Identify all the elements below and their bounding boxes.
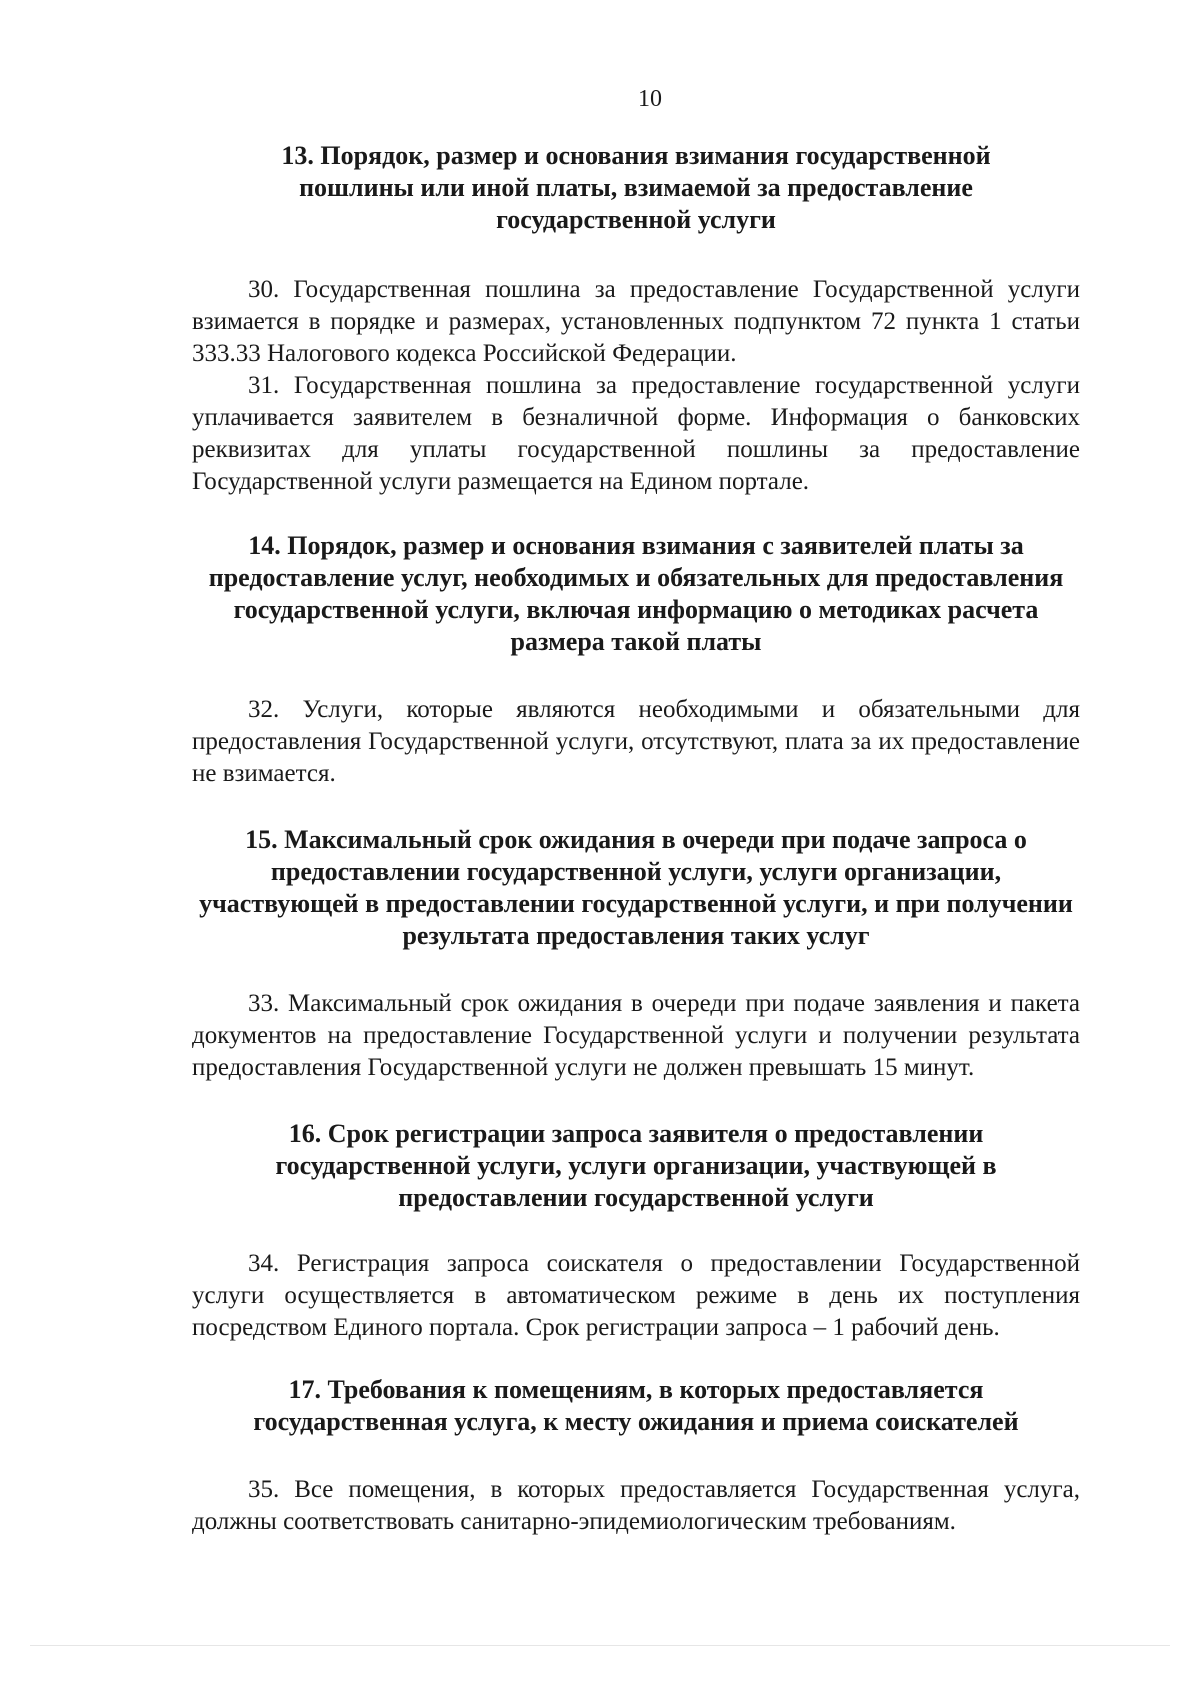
section-17-heading: 17. Требования к помещениям, в которых предоставляется государственная услуга, к месту ожидания и приема соискателей [253, 1375, 1019, 1436]
paragraph-31: 31. Государственная пошлина за предоставление государственной услуги уплачивается заявителем в безналичной форме. Информация о банковских реквизитах для уплаты государственной пошлины за предоставление Государственной услуги размещается на Едином портале. [192, 372, 1080, 495]
page-number: 10 [638, 86, 662, 112]
paragraph-32: 32. Услуги, которые являются необходимыми и обязательными для предоставления Государственной услуги, отсутствуют, плата за их предоставление не взимается. [192, 696, 1080, 787]
document-body [192, 140, 1080, 1538]
section-15-heading: 15. Максимальный срок ожидания в очереди при подаче запроса о предоставлении государственной услуги, услуги организации, участвующей в предоставлении государственной услуги, и при получении результата предоставления таких услуг [199, 825, 1073, 950]
section-14-heading: 14. Порядок, размер и основания взимания с заявителей платы за предоставление услуг, необходимых и обязательных для предоставления государственной услуги, включая информацию о методиках расчета размера такой платы [208, 531, 1064, 656]
paragraph-30: 30. Государственная пошлина за предоставление Государственной услуги взимается в порядке и размерах, установленных подпунктом 72 пункта 1 статьи 333.33 Налогового кодекса Российской Федерации. [192, 276, 1080, 367]
paragraph-35: 35. Все помещения, в которых предоставляется Государственная услуга, должны соответствовать санитарно-эпидемиологическим требованиям. [192, 1476, 1080, 1535]
section-16-heading: 16. Срок регистрации запроса заявителя о предоставлении государственной услуги, услуги организации, участвующей в предоставлении государственной услуги [275, 1119, 997, 1212]
paragraph-33: 33. Максимальный срок ожидания в очереди при подаче заявления и пакета документов на предоставление Государственной услуги и получении результата предоставления Государственной услуги не должен превышать 15 минут. [192, 990, 1080, 1081]
section-13-heading: 13. Порядок, размер и основания взимания государственной пошлины или иной платы, взимаемой за предоставление государственной услуги [281, 141, 991, 234]
paragraph-34: 34. Регистрация запроса соискателя о предоставлении Государственной услуги осуществляется в автоматическом режиме в день их поступления посредством Единого портала. Срок регистрации запроса – 1 рабочий день. [192, 1250, 1080, 1341]
scan-edge-line [30, 1645, 1170, 1646]
